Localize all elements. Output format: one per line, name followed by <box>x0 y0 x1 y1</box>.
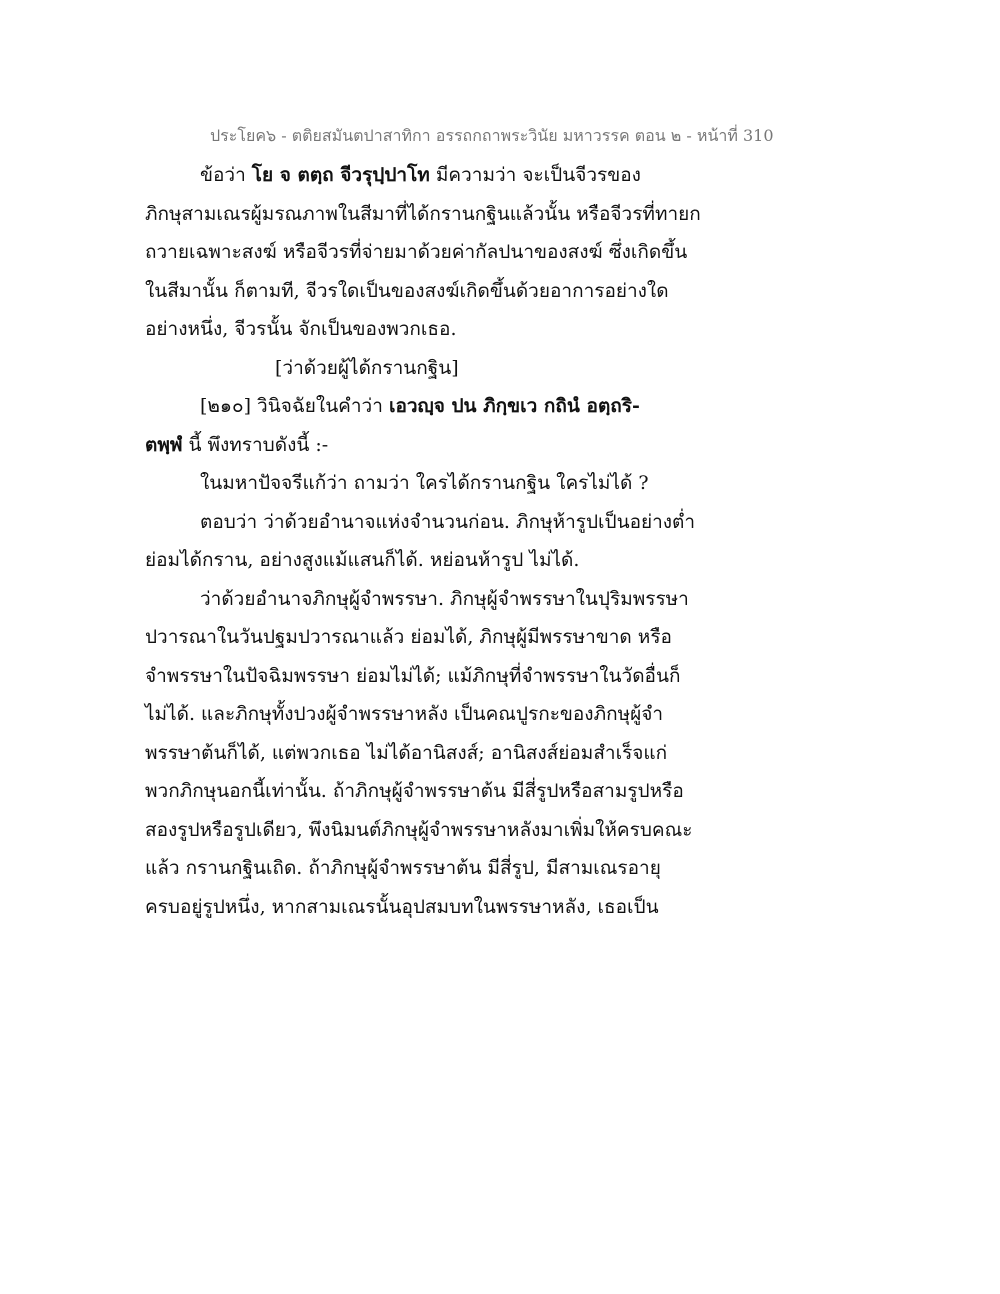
paragraph-4-line-1: ตอบว่า ว่าด้วยอำนาจแห่งจำนวนก่อน. ภิกษุห้ารูปเป็นอย่างต่ำ <box>200 510 696 533</box>
running-header <box>210 124 810 149</box>
paragraph-5-line-6: พวกภิกษุนอกนี้เท่านั้น. ถ้าภิกษุผู้จำพรรษาต้น มีสี่รูปหรือสามรูปหรือ <box>145 780 684 802</box>
paragraph-2-line-2: ตพฺพํ นี้ พึงทราบดังนี้ :- <box>145 433 329 456</box>
paragraph-1-line-1: ข้อว่า โย จ ตตฺถ จีวรุปฺปาโท มีความว่า จะเป็นจีวรของ <box>200 164 641 186</box>
paragraph-1-line-4: ในสีมานั้น ก็ตามที, จีวรใดเป็นของสงฆ์เกิดขึ้นด้วยอาการอย่างใด <box>145 279 669 302</box>
paragraph-1-line-2: ภิกษุสามเณรผู้มรณภาพในสีมาที่ได้กรานกฐินแล้วนั้น หรือจีวรที่ทายก <box>145 202 701 225</box>
paragraph-3-line-1: ในมหาปัจจรีแก้ว่า ถามว่า ใครได้กรานกฐิน ใครไม่ได้ ? <box>200 472 649 494</box>
paragraph-5-line-4: ไม่ได้. และภิกษุทั้งปวงผู้จำพรรษาหลัง เป็นคณปูรกะของภิกษุผู้จำ <box>145 703 664 725</box>
paragraph-5-line-5: พรรษาต้นก็ได้, แต่พวกเธอ ไม่ได้อานิสงส์; อานิสงส์ย่อมสำเร็จแก่ <box>145 741 668 764</box>
paragraph-4-line-2: ย่อมได้กราน, อย่างสูงแม้แสนก็ได้. หย่อนห้ารูป ไม่ได้. <box>145 549 580 571</box>
pali-term: ตพฺพํ <box>145 433 183 456</box>
paragraph-5-line-7: สองรูปหรือรูปเดียว, พึงนิมนต์ภิกษุผู้จำพรรษาหลังมาเพิ่มให้ครบคณะ <box>145 818 693 841</box>
section-heading: [ว่าด้วยผู้ได้กรานกฐิน] <box>275 356 459 379</box>
paragraph-5-line-8: แล้ว กรานกฐินเถิด. ถ้าภิกษุผู้จำพรรษาต้น มีสี่รูป, มีสามเณรอายุ <box>145 857 661 879</box>
body-text <box>145 156 705 926</box>
paragraph-5-line-3: จำพรรษาในปัจฉิมพรรษา ย่อมไม่ได้; แม้ภิกษุที่จำพรรษาในวัดอื่นก็ <box>145 664 681 687</box>
running-title: ประโยค๖ - ตติยสมันตปาสาทิกา อรรถกถาพระวินัย มหาวรรค ตอน ๒ - หน้าที่ 310 <box>210 126 774 145</box>
paragraph-5-line-1: ว่าด้วยอำนาจภิกษุผู้จำพรรษา. ภิกษุผู้จำพรรษาในปุริมพรรษา <box>200 587 689 610</box>
paragraph-5-line-2: ปวารณาในวันปฐมปวารณาแล้ว ย่อมได้, ภิกษุผู้มีพรรษาขาด หรือ <box>145 626 672 648</box>
pali-term: เอวญฺจ ปน ภิกฺขเว กถินํ อตฺถริ- <box>388 395 640 417</box>
paragraph-2-line-1: [๒๑๐] วินิจฉัยในคำว่า เอวญฺจ ปน ภิกฺขเว กถินํ อตฺถริ- <box>200 395 640 417</box>
pali-term: โย จ ตตฺถ จีวรุปฺปาโท <box>251 164 430 186</box>
paragraph-1-line-3: ถวายเฉพาะสงฆ์ หรือจีวรที่จ่ายมาด้วยค่ากัลปนาของสงฆ์ ซึ่งเกิดขึ้น <box>145 241 688 263</box>
paragraph-1-line-5: อย่างหนึ่ง, จีวรนั้น จักเป็นของพวกเธอ. <box>145 318 457 340</box>
paragraph-5-line-9: ครบอยู่รูปหนึ่ง, หากสามเณรนั้นอุปสมบทในพรรษาหลัง, เธอเป็น <box>145 895 659 918</box>
